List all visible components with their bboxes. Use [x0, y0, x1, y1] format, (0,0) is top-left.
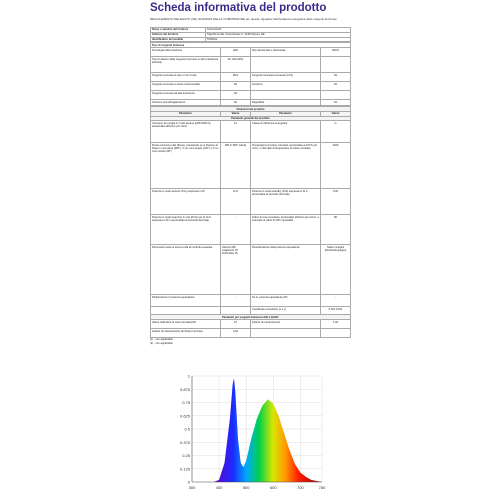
y-tick-label: 0.75: [182, 400, 190, 405]
cell: Coordinate cromatiche (x e y): [251, 307, 321, 315]
section-title: Tipo di sorgente luminosa: [151, 43, 351, 48]
x-tick-label: 600: [269, 485, 277, 490]
cell: 1,00: [321, 320, 351, 329]
dimensions-cell: [221, 245, 251, 295]
x-tick-label: 700: [296, 485, 304, 490]
cell: Potenza in modo stand-by in rete (Pnet) per le CLS espressa in W e arrotondata al secondo decimale: [151, 215, 221, 245]
cell: AC 220-240V: [221, 57, 251, 73]
cell: [251, 57, 321, 73]
table-row: [151, 307, 351, 315]
cell: -: [221, 215, 251, 245]
cell: [321, 329, 351, 338]
table-row: [151, 57, 351, 73]
cell: 12: [221, 121, 251, 143]
dimension-value: 78: [234, 251, 238, 255]
column-header: Parametro: [151, 111, 221, 116]
info-label: Identificativo del modello: [151, 37, 206, 42]
cell: No: [321, 100, 351, 106]
cell: Nelle immagini dell'articolo/pagina: [321, 245, 351, 295]
cell: Valore dell'indice di resa cromatica R9: [151, 320, 221, 329]
cell: Regolabile: [251, 100, 321, 106]
cell: 3400: [321, 143, 351, 189]
table-row: [151, 245, 351, 295]
cell: [321, 57, 351, 73]
info-label: Nome o marchio del fornitore: [151, 28, 206, 33]
cell: Potenza in modo standby (Psb) espressa in W e arrotondata al secondo decimale: [251, 189, 321, 215]
x-tick-label: 780: [318, 485, 326, 490]
cell: [251, 91, 321, 100]
cell: Dichiarazione di potenza equivalente: [151, 295, 221, 307]
y-tick-label: 0.625: [179, 413, 190, 419]
cell: 0,400 0,401: [321, 307, 351, 315]
table-row: [151, 73, 351, 82]
cell: 11,8: [221, 189, 251, 215]
product-sheet: [150, 0, 350, 500]
table-row: [151, 82, 351, 91]
cell: Sorgente luminosa a colore sintonizzabile: [151, 82, 221, 91]
cell: -: [321, 295, 351, 307]
spectrum-area: [214, 378, 322, 482]
cell: G: [321, 121, 351, 143]
dimension-label: Larghezza: [222, 248, 235, 252]
table-row: [151, 143, 351, 189]
info-label: Indirizzo del fornitore: [151, 32, 206, 37]
cell: LED: [221, 48, 251, 57]
column-header: Valore: [221, 111, 251, 116]
cell: Sorgente luminosa connessa (CLS): [251, 73, 321, 82]
cell: Fattore di mantenimento del flusso luminoso: [151, 329, 221, 338]
info-table: [150, 27, 351, 42]
dimension-label: Altezza: [222, 245, 231, 249]
x-tick-label: 500: [242, 485, 250, 490]
cell: Tecnologia d'illuminazione: [151, 48, 221, 57]
spectrum-svg: [170, 370, 330, 498]
cell: Indice di resa cromatica, arrotondato all'intero più vicino, o intervallo di valori di CRI impostabili: [251, 215, 321, 245]
table-row: [151, 100, 351, 106]
cell: NDLS: [321, 48, 351, 57]
cell: [321, 91, 351, 100]
cell: 10: [221, 320, 251, 329]
y-tick-label: 0.25: [182, 453, 190, 458]
cell: 380 in 360° (sfera): [221, 143, 251, 189]
cell: Non direzionale o direzionale: [251, 48, 321, 57]
cell: Consumo di energia in modo acceso (kWh/1000 h), arrotondato all'intero più vicino: [151, 121, 221, 143]
table-row: [151, 295, 351, 307]
table-row: [151, 215, 351, 245]
table-row: [151, 329, 351, 338]
x-tick-label: 300: [188, 485, 196, 490]
cell: 0,00: [321, 189, 351, 215]
table-row: [151, 189, 351, 215]
cell: 0,94: [221, 329, 251, 338]
spectrum-chart: [170, 370, 330, 498]
y-tick-label: 0.375: [179, 439, 190, 445]
dimension-label: Profondità: [222, 251, 234, 255]
y-tick-label: 0.125: [179, 466, 190, 472]
column-header: Parametro: [251, 111, 321, 116]
x-tick-label: 400: [215, 485, 223, 490]
y-tick-label: 0: [187, 479, 190, 485]
dimension-value: 78: [234, 248, 238, 252]
cell: No: [321, 73, 351, 82]
cell: Flusso luminoso utile (Φuse), precisando se si riferisce al flusso in una sfera (360°), in un cono ampio (120°) o in un cono stretto (90°): [151, 143, 221, 189]
table-row: [151, 48, 351, 57]
section-title: Parametri generali del prodotto: [151, 116, 351, 121]
info-value: TagaTol GmbH, Kreuzstrasse 2, 41464 Neuss, DE: [206, 32, 351, 37]
data-table-wrapper: [150, 27, 350, 346]
cell: No: [221, 82, 251, 91]
table-row: [151, 37, 351, 42]
cell: Classe di efficienza energetica: [251, 121, 321, 143]
section-title: Parametri per sorgenti luminose LED e OLED:: [151, 315, 351, 320]
dimension-value: 180: [231, 245, 236, 249]
section-title: Parametri del prodotto: [151, 107, 351, 112]
table-row: [151, 121, 351, 143]
table-row: [151, 320, 351, 329]
cell: [151, 307, 221, 315]
cell: No: [221, 100, 251, 106]
cell: No: [221, 91, 251, 100]
cell: Temperatura di colore correlata, arrotondata ai 100 K più vicini, o intervallo di temperature di colore correlate: [251, 143, 321, 189]
cell: Tipo di attacco della sorgente luminosa (o altra interfaccia elettrica): [151, 57, 221, 73]
params-table: [150, 106, 351, 338]
table-row: [151, 91, 351, 100]
cell: Potenza in modo acceso (Pon) espressa in W: [151, 189, 221, 215]
cell: Rivendicazione della potenza equivalente: [251, 245, 321, 295]
cell: MLS: [221, 73, 251, 82]
cell: No: [321, 82, 351, 91]
info-value: TAGALIGHT: [206, 28, 351, 33]
cell: Involucro: [251, 82, 321, 91]
dimension-item: [222, 252, 249, 255]
cell: [251, 329, 321, 338]
cell: Sorgente luminosa ad alta luminanza: [151, 91, 221, 100]
y-tick-label: 0.875: [179, 386, 190, 392]
y-tick-label: 1: [187, 373, 190, 379]
regulation-subtitle: REGOLAMENTO DELEGATO (UE) 2019/2015 DELLA COMMISSIONE per quanto riguarda l'etichettatura energetica delle sorgenti luminose: [150, 17, 337, 21]
cell: 80: [321, 215, 351, 245]
cell: Schermo anti-abbagliamento: [151, 100, 221, 106]
cell: Fattore di mantenimento: [251, 320, 321, 329]
cell-label: Dimensioni esterne senza unità di controllo separata: [152, 245, 213, 249]
page-title: Scheda informativa del prodotto: [150, 2, 327, 14]
note: (1) - non applicabile: [150, 338, 173, 342]
cell: -: [221, 295, 251, 307]
info-value: TA00011: [206, 37, 351, 42]
column-header: Valore: [321, 111, 351, 116]
y-tick-label: 0.5: [184, 426, 190, 432]
note: (2) - non applicabile: [150, 342, 173, 346]
cell: [151, 245, 221, 295]
type-table: [150, 42, 351, 106]
cell: Sorgente luminosa di rete o non di rete: [151, 73, 221, 82]
cell: Se sì, potenza equivalente (W): [251, 295, 321, 307]
cell: [221, 307, 251, 315]
